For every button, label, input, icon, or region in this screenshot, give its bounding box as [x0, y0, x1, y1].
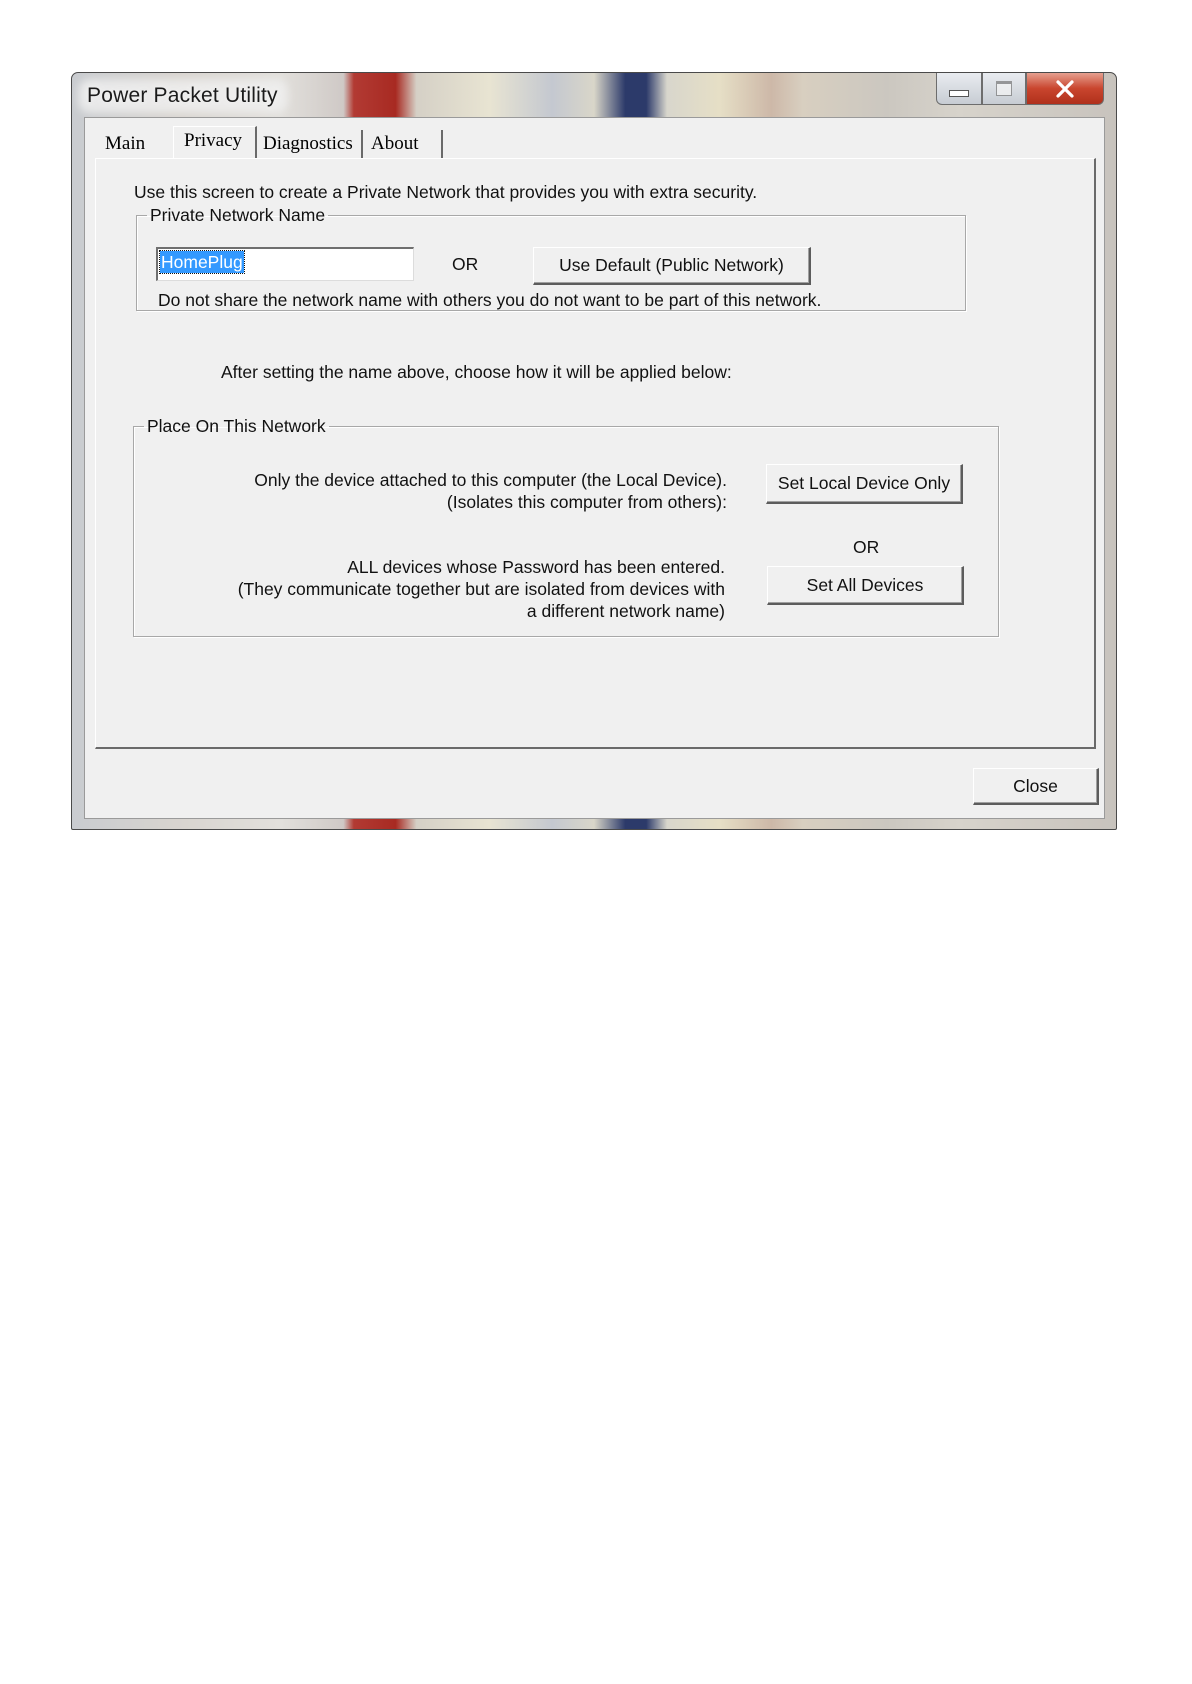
- network-name-input[interactable]: [156, 247, 414, 281]
- tab-diagnostics[interactable]: Diagnostics: [257, 130, 363, 158]
- set-local-device-only-button[interactable]: Set Local Device Only: [766, 464, 963, 504]
- title-bar[interactable]: [72, 73, 1116, 117]
- window-title: Power Packet Utility: [87, 84, 278, 107]
- privacy-intro-text: Use this screen to create a Private Network that provides you with extra security.: [134, 182, 758, 202]
- privacy-tab-panel: [95, 158, 1096, 749]
- all-devices-description: ALL devices whose Password has been entered.: [347, 557, 725, 577]
- power-packet-utility-window: [71, 72, 1117, 830]
- maximize-button: [982, 73, 1026, 105]
- all-devices-note-line2: a different network name): [526, 601, 725, 621]
- set-all-devices-button[interactable]: Set All Devices: [767, 566, 964, 605]
- tab-strip: [93, 126, 443, 158]
- minimize-button[interactable]: [936, 73, 982, 105]
- tab-about[interactable]: About: [363, 130, 443, 158]
- maximize-icon: [996, 81, 1012, 96]
- apply-hint-text: After setting the name above, choose how it will be applied below:: [221, 362, 732, 382]
- or-label-place: OR: [853, 537, 880, 557]
- network-name-warning: Do not share the network name with others you do not want to be part of this network.: [158, 290, 822, 310]
- close-window-button[interactable]: [1026, 73, 1104, 105]
- tab-main[interactable]: Main: [93, 130, 173, 158]
- all-devices-note-line1: (They communicate together but are isolated from devices with: [237, 579, 725, 599]
- dialog-client-area: [84, 117, 1105, 819]
- or-label-name: OR: [452, 254, 479, 274]
- minimize-icon: [949, 90, 969, 97]
- place-on-network-legend: Place On This Network: [147, 416, 326, 436]
- local-device-description: Only the device attached to this computer (the Local Device).: [254, 470, 727, 490]
- close-button[interactable]: Close: [973, 768, 1099, 805]
- network-name-value: HomePlug: [161, 252, 243, 272]
- use-default-public-network-button[interactable]: Use Default (Public Network): [533, 247, 811, 285]
- close-icon: [1055, 80, 1075, 98]
- private-network-name-legend: Private Network Name: [150, 205, 326, 225]
- tab-privacy[interactable]: Privacy: [173, 126, 257, 158]
- local-device-note: (Isolates this computer from others):: [446, 492, 727, 512]
